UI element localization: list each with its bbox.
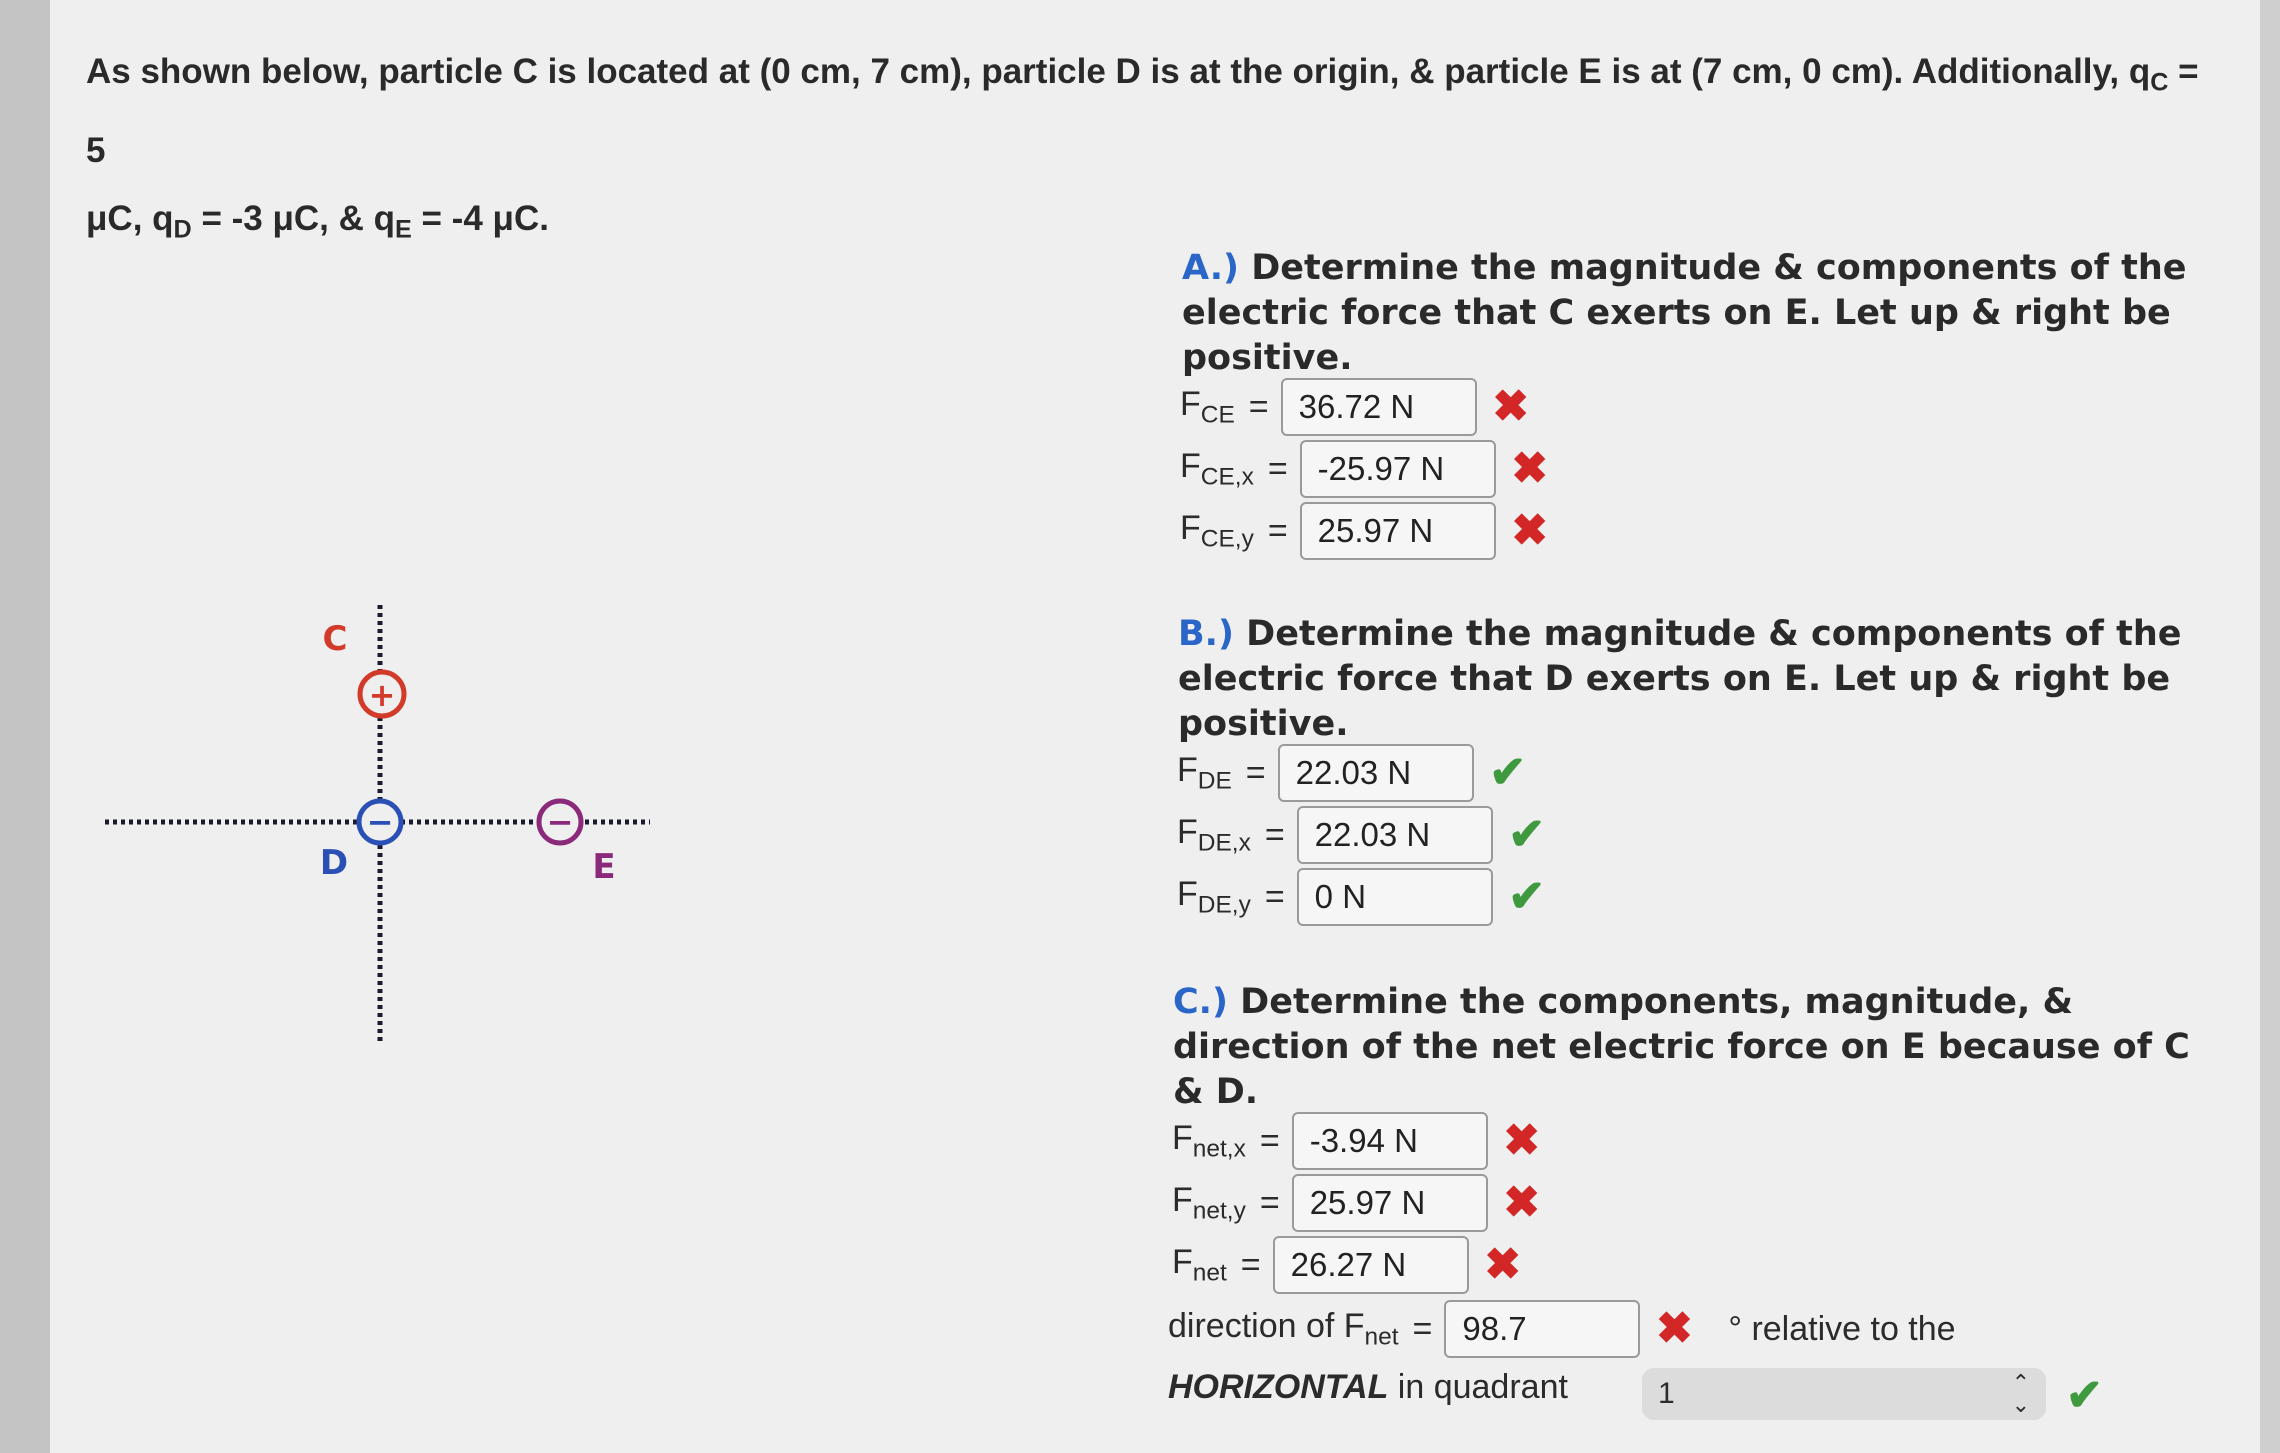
direction-input[interactable]: 98.7 [1444,1300,1640,1358]
check-mark-icon: ✔ [1489,748,1527,797]
part-b-question: B.) Determine the magnitude & components of the electric force that D exerts on E. Let up & right be positive. [1178,614,2182,744]
fnetx-row: $F_{net,x}$ = -3.94 N ✖ [1172,1110,1542,1172]
x-mark-icon: ✖ [1492,382,1530,431]
x-mark-icon: ✖ [1503,1178,1541,1227]
particle-c-sign: + [368,676,396,714]
fnet-input[interactable]: 26.27 N [1273,1236,1469,1294]
x-mark-icon: ✖ [1655,1304,1693,1353]
fdey-input[interactable]: 0 N [1297,868,1493,926]
quadrant-select[interactable] [1642,1368,2046,1420]
quadrant-value: 1 [1658,1377,1675,1410]
part-b-label: B.) [1178,614,1234,654]
check-mark-icon: ✔ [1508,872,1546,921]
fce-row: $F_{CE}$ = 36.72 N ✖ [1180,376,1531,438]
fnety-row: $F_{net,y}$ = 25.97 N ✖ [1172,1172,1542,1234]
fnety-input[interactable]: 25.97 N [1292,1174,1488,1232]
fnet-row: $F_{net}$ = 26.27 N ✖ [1172,1234,1523,1296]
particle-d-label: D [319,843,349,883]
particle-d [320,801,401,883]
quadrant-label: HORIZONTAL in quadrant [1168,1368,1568,1406]
fcex-row: $F_{CE,x}$ = -25.97 N ✖ [1180,438,1550,500]
fdex-row: $F_{DE,x}$ = 22.03 N ✔ [1177,804,1547,866]
x-mark-icon: ✖ [1511,506,1549,555]
fde-row: $F_{DE}$ = 22.03 N ✔ [1177,742,1528,804]
left-shade [0,0,50,1453]
check-mark-icon: ✔ [2066,1371,2103,1420]
x-mark-icon: ✖ [1503,1116,1541,1165]
fcex-input[interactable]: -25.97 N [1300,440,1496,498]
fdey-row: $F_{DE,y}$ = 0 N ✔ [1177,866,1547,928]
direction-row: direction of $F_{net}$ = 98.7 ✖ ° relative to the [1168,1298,1956,1360]
fcey-input[interactable]: 25.97 N [1300,502,1496,560]
particle-d-sign: − [366,803,394,841]
direction-suffix: ° relative to the [1728,1309,1956,1348]
fde-input[interactable]: 22.03 N [1278,744,1474,802]
check-mark-icon: ✔ [1508,810,1546,859]
x-mark-icon: ✖ [1484,1240,1522,1289]
particle-c-label: C [322,619,348,659]
particle-e [539,801,616,887]
fce-input[interactable]: 36.72 N [1281,378,1477,436]
part-c-label: C.) [1173,982,1228,1022]
updown-chevron-icon: ⌃ ⌄ [2011,1370,2030,1417]
problem-statement: As shown below, particle C is located at (0 cm, 7 cm), particle D is at the origin, & particle E is at (7 cm, 0 cm). Additionally, $q_C = 5$ μC, $q_D = -3$ μC, & $q_E = -4$ μC. [86,52,2199,244]
x-mark-icon: ✖ [1511,444,1549,493]
part-a-label: A.) [1182,248,1240,288]
charge-diagram [90,590,690,1050]
part-c-question: C.) Determine the components, magnitude, & direction of the net electric force on E because of C & D. [1173,982,2190,1112]
fcey-row: $F_{CE,y}$ = 25.97 N ✖ [1180,500,1550,562]
particle-c [323,619,404,716]
fdex-input[interactable]: 22.03 N [1297,806,1493,864]
particle-e-sign: − [546,803,574,841]
fnetx-input[interactable]: -3.94 N [1292,1112,1488,1170]
particle-e-label: E [592,847,616,887]
part-a-question: A.) Determine the magnitude & components of the electric force that C exerts on E. Let up & right be positive. [1182,248,2187,378]
